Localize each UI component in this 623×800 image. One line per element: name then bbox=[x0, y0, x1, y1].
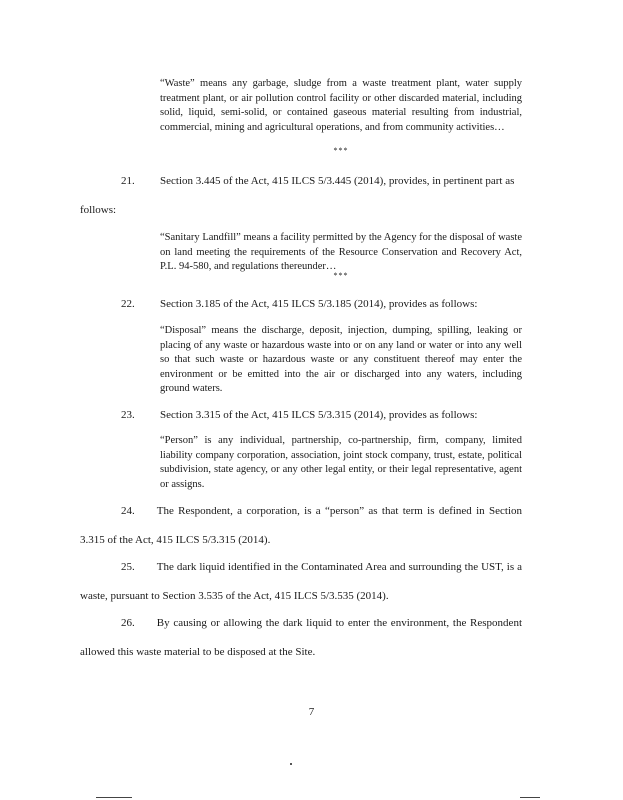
paragraph-21-continuation: follows: bbox=[80, 204, 117, 216]
scan-edge-mark bbox=[96, 797, 132, 798]
omission-stars: *** bbox=[333, 271, 349, 280]
omission-stars: *** bbox=[333, 146, 349, 155]
page-number: 7 bbox=[308, 706, 315, 718]
quote-sanitary-landfill-definition: “Sanitary Landfill” means a facility permitted by the Agency for the disposal of waste on land meeting the requirements of the Resource Conservation and Recovery Act, P.L. 94-580, and regulations thereunder… bbox=[160, 232, 522, 273]
quote-person-definition: “Person” is any individual, partnership, co-partnership, firm, company, limited liability company corporation, association, joint stock company, trust, estate, political subdivision, state agency, or any other legal entity, or their legal representative, agent or assigns. bbox=[160, 435, 522, 490]
paragraph-22-text: Section 3.185 of the Act, 415 ILCS 5/3.185 (2014), provides as follows: bbox=[160, 298, 478, 310]
paragraph-26: 26. By causing or allowing the dark liquid to enter the environment, the Respondent allowed this waste material to be disposed at the Site. bbox=[80, 617, 522, 658]
paragraph-22-number: 22. bbox=[121, 298, 135, 310]
quote-waste-definition: “Waste” means any garbage, sludge from a waste treatment plant, water supply treatment plant, or air pollution control facility or other discarded material, including solid, liquid, semi-solid, or contained gaseous material resulting from industrial, commercial, mining and agricultural operations, and from community activities… bbox=[160, 78, 522, 133]
paragraph-25: 25. The dark liquid identified in the Contaminated Area and surrounding the UST, is a waste, pursuant to Section 3.535 of the Act, 415 ILCS 5/3.535 (2014). bbox=[80, 561, 522, 602]
paragraph-21-text: Section 3.445 of the Act, 415 ILCS 5/3.445 (2014), provides, in pertinent part as bbox=[160, 175, 515, 187]
scan-edge-mark bbox=[520, 797, 540, 798]
paragraph-24: 24. The Respondent, a corporation, is a “person” as that term is defined in Section 3.315 of the Act, 415 ILCS 5/3.315 (2014). bbox=[80, 505, 522, 546]
paragraph-23-text: Section 3.315 of the Act, 415 ILCS 5/3.315 (2014), provides as follows: bbox=[160, 409, 478, 421]
paragraph-21-number: 21. bbox=[121, 175, 135, 187]
paragraph-23-number: 23. bbox=[121, 409, 135, 421]
quote-disposal-definition: “Disposal” means the discharge, deposit, injection, dumping, spilling, leaking or placing of any waste or hazardous waste into or on any land or water or into any well so that such waste or hazardous waste or any constituent thereof may enter the environment or be emitted into the air or discharged into any waters, including ground waters. bbox=[160, 325, 522, 395]
scan-speck bbox=[290, 763, 292, 765]
